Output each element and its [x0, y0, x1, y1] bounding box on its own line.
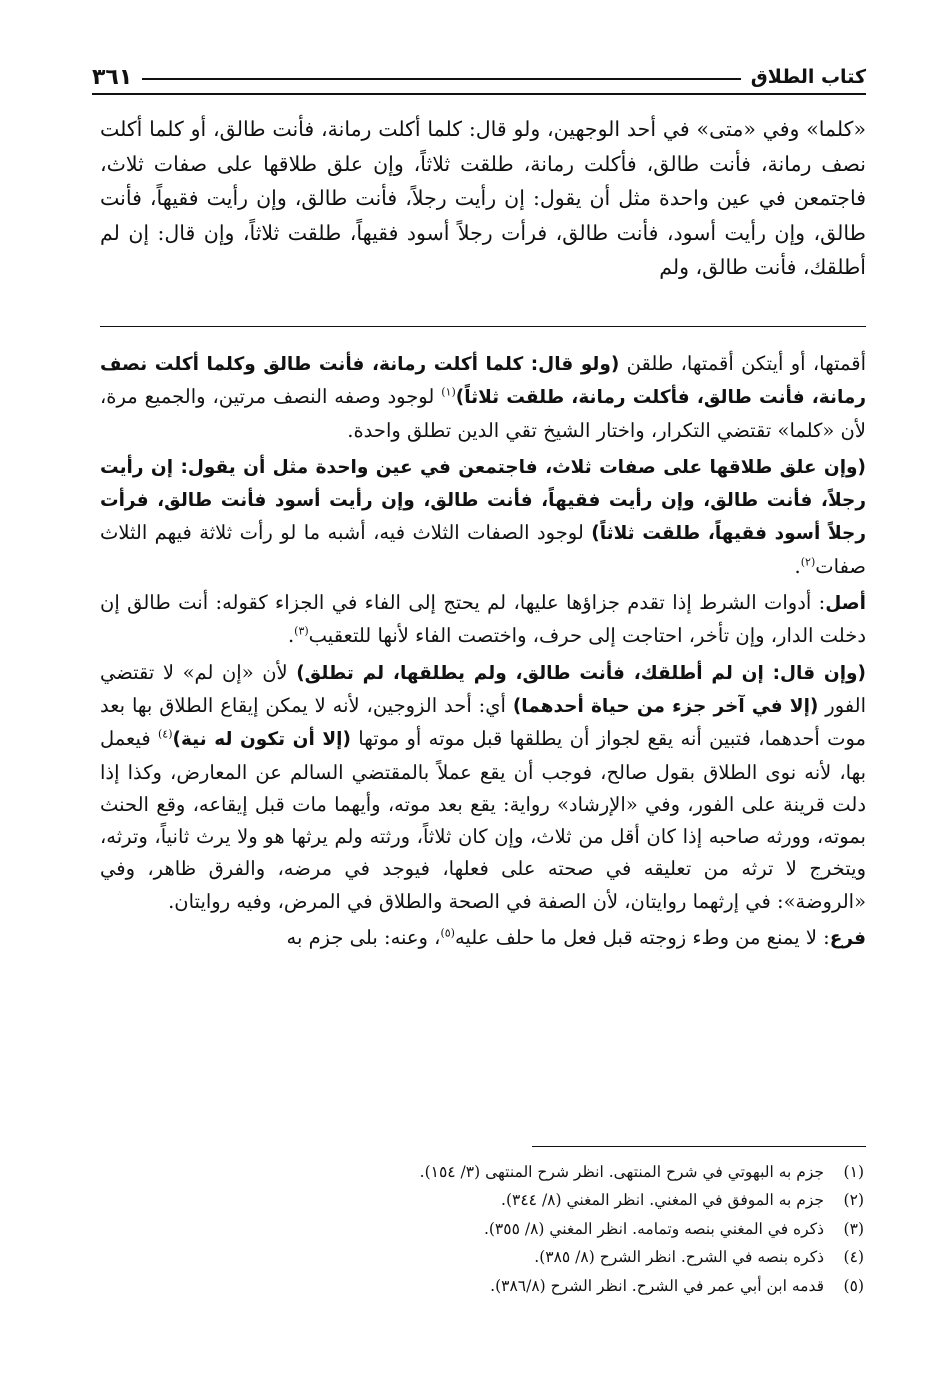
quoted-main-text: (إلا أن تكون له نية) [172, 729, 351, 751]
commentary [100, 348, 866, 959]
commentary-text: ، وعنه: بلى جزم به [286, 926, 441, 950]
section-lead: أصل [825, 593, 866, 615]
main-text-paragraph: «كلما» وفي «متى» في أحد الوجهين، ولو قال: كلما أكلت رمانة، فأنت طالق، أو كلما أكلت نصف رمانة، فأنت طالق، فأكلت رمانة، طلقت ثلاثاً، وإن علق طلاقها على صفات ثلاث، فاجتمعن في عين واحدة مثل أن يقول: إن رأيت رجلاً، فأنت طالق، وإن رأيت فقيهاً، فأنت طالق، وإن رأيت أسود، فأنت طالق، فرأت رجلاً أسود فقيهاً، طلقت ثلاثاً، وإن قال: إن لم أطلقك، فأنت طالق، ولم [100, 117, 866, 279]
page-number: ٣٦١ [92, 65, 133, 90]
footnote-text: جزم به البهوتي في شرح المنتهى. انظر شرح المنتهى (٣/ ١٥٤). [419, 1163, 824, 1181]
running-title: كتاب الطلاق [750, 66, 866, 88]
footnote-ref[interactable]: (١) [441, 385, 456, 399]
header-underline [92, 93, 866, 95]
footnote-rule [532, 1146, 866, 1147]
commentary-text: أي: أحد الزوجين، لأنه لا يمكن إيقاع الطلاق بها بعد موت أحدهما، فتبين أنه يقع لجواز أن يطلقها قبل موته أو موتها [100, 693, 866, 751]
main-text [100, 112, 866, 285]
commentary-paragraph-3 [100, 587, 866, 653]
footnote [100, 1186, 866, 1214]
footnote-ref[interactable]: (٢) [800, 555, 816, 569]
text-commentary-separator [100, 326, 866, 327]
commentary-text: أقمتها، أو أيتكن أقمتها، طلقن [619, 352, 866, 375]
footnote-text: جزم به الموفق في المغني. انظر المغني (٨/ ٣٤٤). [501, 1191, 824, 1210]
commentary-text: لوجود الصفات الثلاث فيه، أشبه ما لو رأت ثلاثة فيهم الثلاث صفات [100, 521, 866, 578]
footnote-number: (٢) [843, 1191, 864, 1210]
footnote-text: ذكره في المغني بنصه وتمامه. انظر المغني (٨/ ٣٥٥). [483, 1219, 824, 1238]
page-header [92, 52, 866, 92]
footnote-number: (٥) [843, 1276, 864, 1295]
footnote-ref[interactable]: (٥) [440, 926, 455, 940]
quoted-main-text: (وإن علق طلاقها على صفات ثلاث، فاجتمعن في عين واحدة مثل أن يقول: إن رأيت رجلاً، فأنت طالق، وإن رأيت فقيهاً، فأنت طالق، وإن رأيت أسود فأنت طالق، فرأت رجلاً أسود فقيهاً، طلقت ثلاثاً) [100, 456, 866, 545]
header-rule [142, 78, 740, 80]
footnote [100, 1272, 866, 1300]
quoted-main-text: (ولو قال: كلما أكلت رمانة، فأنت طالق وكلما أكلت نصف رمانة، فأنت طالق، فأكلت رمانة، طلقت ثلاثاً) [100, 354, 867, 409]
quoted-main-text: (إلا في آخر جزء من حياة أحدهما) [512, 695, 819, 717]
footnote-text: قدمه ابن أبي عمر في الشرح. انظر الشرح (٣٨٦/٨). [490, 1276, 824, 1295]
footnote-text: ذكره بنصه في الشرح. انظر الشرح (٨/ ٣٨٥). [534, 1248, 824, 1267]
commentary-text: لوجود وصفه النصف مرتين، والجميع مرة، لأن «كلما» تقتضي التكرار، واختار الشيخ تقي الدين تطلق واحدة. [100, 385, 866, 442]
commentary-text: . [794, 554, 801, 578]
footnote-number: (٤) [843, 1248, 864, 1267]
commentary-text: : لا يمنع من وطء زوجته قبل فعل ما حلف عليه [454, 926, 830, 950]
footnotes [100, 1158, 866, 1300]
commentary-paragraph-1 [100, 348, 866, 447]
commentary-paragraph-2 [100, 451, 866, 583]
commentary-text: : أدوات الشرط إذا تقدم جزاؤها عليها، لم يحتج إلى الفاء في الجزاء كقوله: أنت طالق إن دخلت الدار، وإن تأخر، احتاجت إلى حرف، واختصت الفاء لأنها للتعقيب [100, 591, 866, 648]
footnote-number: (١) [843, 1163, 864, 1181]
quoted-main-text: (وإن قال: إن لم أطلقك، فأنت طالق، ولم يطلقها، لم تطلق) [296, 662, 866, 684]
footnote [100, 1215, 866, 1243]
commentary-text: . [287, 624, 295, 648]
section-lead: فرع [829, 928, 866, 950]
commentary-text: فيعمل بها، لأنه نوى الطلاق بقول صالح، فوجب أن يقع عملاً بالمقتضي السالم عن المعارض، وكذا إذا دلت قرينة على الفور، وفي «الإرشاد» رواية: يقع بعد موته، وأيهما مات قبل إيقاعه، وقع الحنث بموته، وورثه صاحبه إذا كان أقل من ثلاث، وإن كان ثلاثاً، ورثته ولم يرثها هو ولا يرث ثانياً، وترثه، ويتخرج لا ترثه من تعليقه في صحته على فعلها، فيوجد في مرضه، والفرق ظاهر، وفي «الروضة»: في إرثهما روايتان، لأن الصفة في الصحة والطلاق في المرض، وفيه روايتان. [100, 727, 866, 913]
footnote-number: (٣) [843, 1219, 864, 1238]
footnote-ref[interactable]: (٣) [294, 624, 309, 638]
commentary-text: لأن «إن لم» لا تقتضي الفور [100, 660, 867, 717]
footnote [100, 1158, 866, 1186]
commentary-paragraph-5 [100, 922, 866, 955]
footnote-ref[interactable]: (٤) [157, 727, 173, 741]
footnote [100, 1243, 866, 1271]
commentary-paragraph-4 [100, 657, 866, 918]
